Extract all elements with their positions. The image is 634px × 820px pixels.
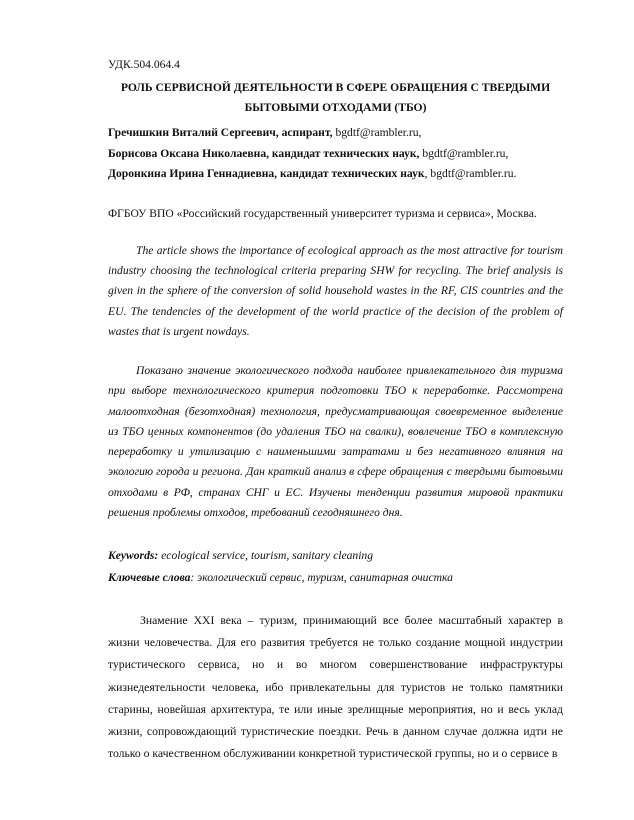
- author-line: [108, 144, 563, 165]
- keywords-label: Keywords:: [108, 549, 159, 562]
- body-paragraph: Знамение XXI века – туризм, принимающий все более масштабный характер в жизни человечества. Для его развития требуется не только создание мощной индустрии туристического сервиса, но и во многом совершенствование инфраструктуры жизнедеятельности человека, ибо привлекательны для туристов не только памятники старины, новейшая архитектура, те или иные зрелищные мероприятия, но и весь уклад жизни, сопровождающий туристические поездки. Речь в данном случае должна идти не только о качественном обслуживании конкретной туристической группы, но и о сервисе в: [108, 614, 563, 761]
- author-list: [108, 123, 563, 185]
- abstract-russian: Показано значение экологического подхода наиболее привлекательного для туризма при выборе технологического критерия подготовки ТБО к переработке. Рассмотрена малоотходная (безотходная) технология, предусматривающая своевременное выделение из ТБО ценных компонентов (до удаления ТБО на свалки), вовлечение ТБО в комплексную переработку и утилизацию с наименьшими затратами и без негативного влияния на экологию города и региона. Дан краткий анализ в сфере обращения с твердыми бытовыми отходами в РФ, странах СНГ и ЕС. Изучены тенденции развития мировой практики решения проблемы отходов, требований сегодняшнего дня.: [108, 364, 563, 520]
- author-line: [108, 123, 563, 144]
- paper-title: РОЛЬ СЕРВИСНОЙ ДЕЯТЕЛЬНОСТИ В СФЕРЕ ОБРАЩЕНИЯ С ТВЕРДЫМИ БЫТОВЫМИ ОТХОДАМИ (ТБО): [120, 81, 551, 114]
- author-name: Борисова Оксана Николаевна, кандидат технических наук,: [108, 146, 420, 160]
- author-email: , bgdtf@rambler.ru.: [424, 167, 517, 180]
- keywords-text: : экологический сервис, туризм, санитарная очистка: [190, 571, 453, 584]
- keywords-text: ecological service, tourism, sanitary cleaning: [158, 549, 374, 562]
- keywords-label: Ключевые слова: [108, 571, 191, 584]
- keywords-english: [108, 547, 563, 565]
- author-name: Доронкина Ирина Геннадиевна, кандидат технических наук: [108, 167, 425, 180]
- author-name: Гречишкин Виталий Сергеевич, аспирант,: [108, 126, 333, 139]
- author-line: [108, 164, 563, 185]
- keywords-russian: [108, 569, 563, 587]
- affiliation: ФГБОУ ВПО «Российский государственный университет туризма и сервиса», Москва.: [108, 207, 537, 220]
- udc-code: УДК.504.064.4: [108, 58, 180, 71]
- author-email: bgdtf@rambler.ru,: [419, 146, 509, 160]
- author-email: bgdtf@rambler.ru,: [332, 126, 422, 139]
- abstract-english: The article shows the importance of ecological approach as the most attractive for tourism industry choosing the technological criteria preparing SHW for recycling. The brief analysis is given in the sphere of the conversion of solid household wastes in the RF, CIS countries and the EU. The tendencies of the development of the world practice of the decision of the problem of wastes that is urgent nowdays.: [108, 244, 563, 338]
